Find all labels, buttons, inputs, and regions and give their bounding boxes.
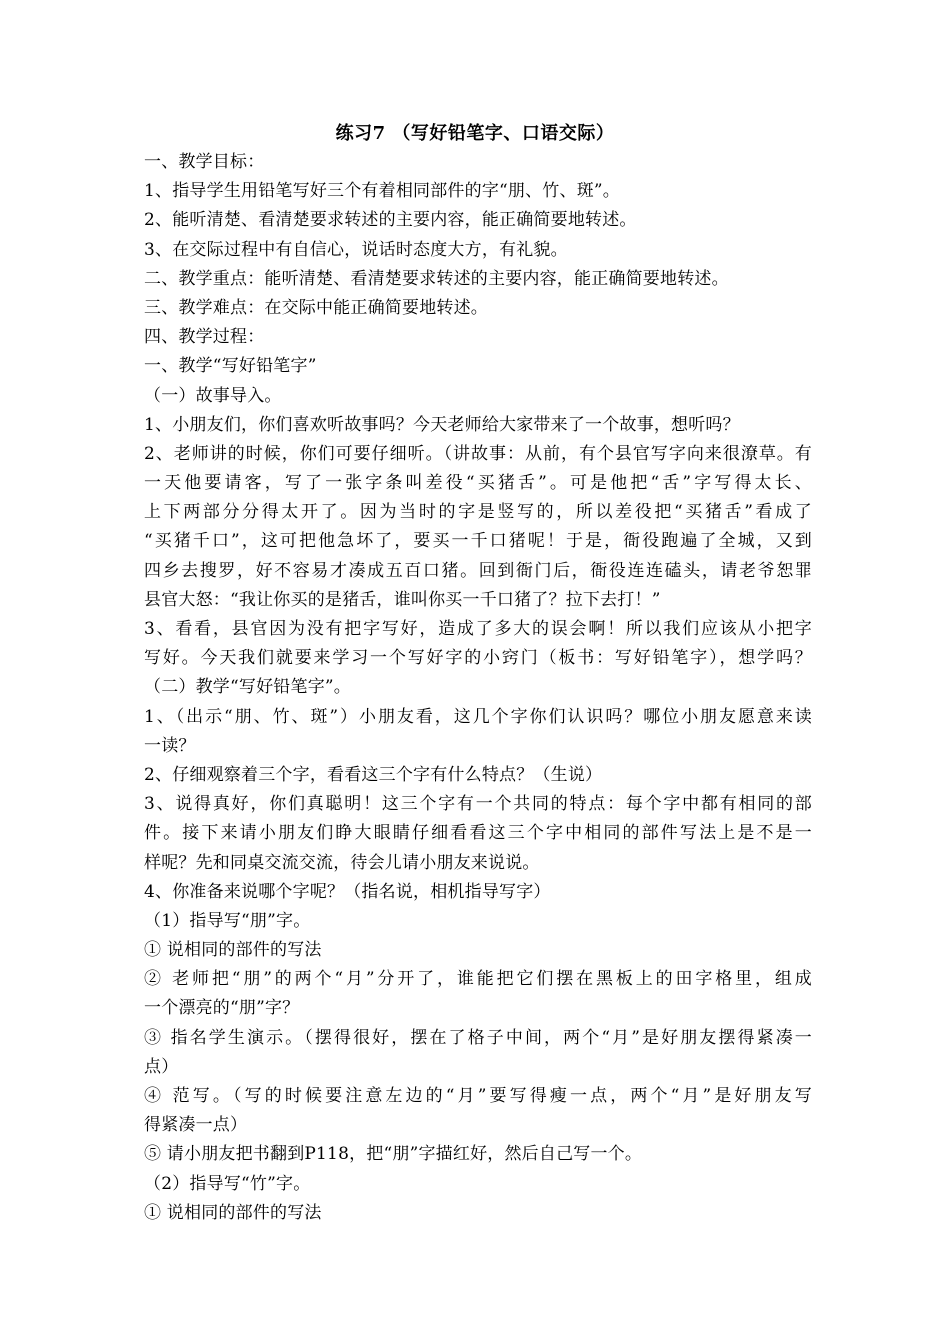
paragraph-line: 点） bbox=[144, 1056, 179, 1077]
paragraph-line: 一、教学目标： bbox=[144, 152, 265, 172]
paragraph-line: 3、说得真好，你们真聪明！这三个字有一个共同的特点：每个字中都有相同的部 bbox=[144, 794, 812, 815]
paragraph-line: ① 说相同的部件的写法 bbox=[144, 940, 322, 961]
paragraph-line: 样呢？先和同桌交流交流，待会儿请小朋友来说说。 bbox=[144, 852, 540, 873]
paragraph-line: 一读？ bbox=[144, 735, 196, 756]
paragraph-line: 2、能听清楚、看清楚要求转述的主要内容，能正确简要地转述。 bbox=[144, 210, 637, 231]
paragraph-line: 四乡去搜罗，好不容易才凑成五百口猪。回到衙门后，衙役连连磕头，请老爷恕罪 bbox=[144, 560, 812, 581]
paragraph-line: 3、在交际过程中有自信心，说话时态度大方，有礼貌。 bbox=[144, 239, 568, 260]
paragraph-line: 一个漂亮的“朋”字？ bbox=[144, 998, 300, 1019]
paragraph-line: 二、教学重点：能听清楚、看清楚要求转述的主要内容，能正确简要地转述。 bbox=[144, 268, 729, 289]
paragraph-line: 2、仔细观察着三个字，看看这三个字有什么特点？（生说） bbox=[144, 764, 603, 785]
paragraph-line: （1）指导写“朋”字。 bbox=[144, 910, 311, 931]
paragraph-line: （一）故事导入。 bbox=[144, 385, 282, 406]
paragraph-line: ② 老师把“朋”的两个“月”分开了，谁能把它们摆在黑板上的田字格里，组成 bbox=[144, 969, 812, 990]
paragraph-line: ③ 指名学生演示。（摆得很好，摆在了格子中间，两个“月”是好朋友摆得紧凑一 bbox=[144, 1027, 812, 1048]
paragraph-line: 一天他要请客，写了一张字条叫差役“买猪舌”。可是他把“舌”字写得太长、 bbox=[144, 473, 812, 494]
paragraph-line: 1、小朋友们，你们喜欢听故事吗？今天老师给大家带来了一个故事，想听吗？ bbox=[144, 414, 740, 435]
paragraph-line: （2）指导写“竹”字。 bbox=[144, 1173, 311, 1194]
paragraph-line: ⑤ 请小朋友把书翻到P118，把“朋”字描红好，然后自己写一个。 bbox=[144, 1144, 643, 1165]
paragraph-line: 4、你准备来说哪个字呢？（指名说，相机指导写字） bbox=[144, 881, 551, 902]
paragraph-line: 四、教学过程： bbox=[144, 327, 265, 348]
paragraph-line: “买猪千口”，这可把他急坏了，要买一千口猪呢！于是，衙役跑遍了全城，又到 bbox=[144, 531, 812, 552]
paragraph-line: 件。接下来请小朋友们睁大眼睛仔细看看这三个字中相同的部件写法上是不是一 bbox=[144, 823, 812, 844]
paragraph-line: 县官大怒：“我让你买的是猪舌，谁叫你买一千口猪了？拉下去打！” bbox=[144, 589, 661, 610]
paragraph-line: 得紧凑一点） bbox=[144, 1115, 248, 1136]
paragraph-line: 一、教学“写好铅笔字” bbox=[144, 356, 317, 377]
paragraph-line: 3、看看，县官因为没有把字写好，造成了多大的误会啊！所以我们应该从小把字 bbox=[144, 619, 812, 639]
paragraph-line: 写好。今天我们就要来学习一个写好字的小窍门（板书：写好铅笔字），想学吗？ bbox=[144, 648, 812, 669]
paragraph-line: 2、老师讲的时候，你们可要仔细听。（讲故事：从前，有个县官写字向来很潦草。有 bbox=[144, 443, 812, 464]
paragraph-line: （二）教学“写好铅笔字”。 bbox=[144, 677, 351, 698]
paragraph-line: 1、指导学生用铅笔写好三个有着相同部件的字“朋、竹、斑”。 bbox=[144, 181, 620, 202]
paragraph-line: 1、（出示“朋、竹、斑”）小朋友看，这几个字你们认识吗？哪位小朋友愿意来读 bbox=[144, 706, 812, 727]
document-body bbox=[144, 148, 812, 1228]
document-title: 练习7 （写好铅笔字、口语交际） bbox=[335, 123, 615, 144]
paragraph-line: ① 说相同的部件的写法 bbox=[144, 1202, 322, 1223]
paragraph-line: 三、教学难点：在交际中能正确简要地转述。 bbox=[144, 297, 488, 318]
paragraph-line: ④ 范写。（写的时候要注意左边的“月”要写得瘦一点，两个“月”是好朋友写 bbox=[144, 1086, 812, 1106]
paragraph-line: 上下两部分分得太开了。因为当时的字是竖写的，所以差役把“买猪舌”看成了 bbox=[144, 502, 812, 523]
